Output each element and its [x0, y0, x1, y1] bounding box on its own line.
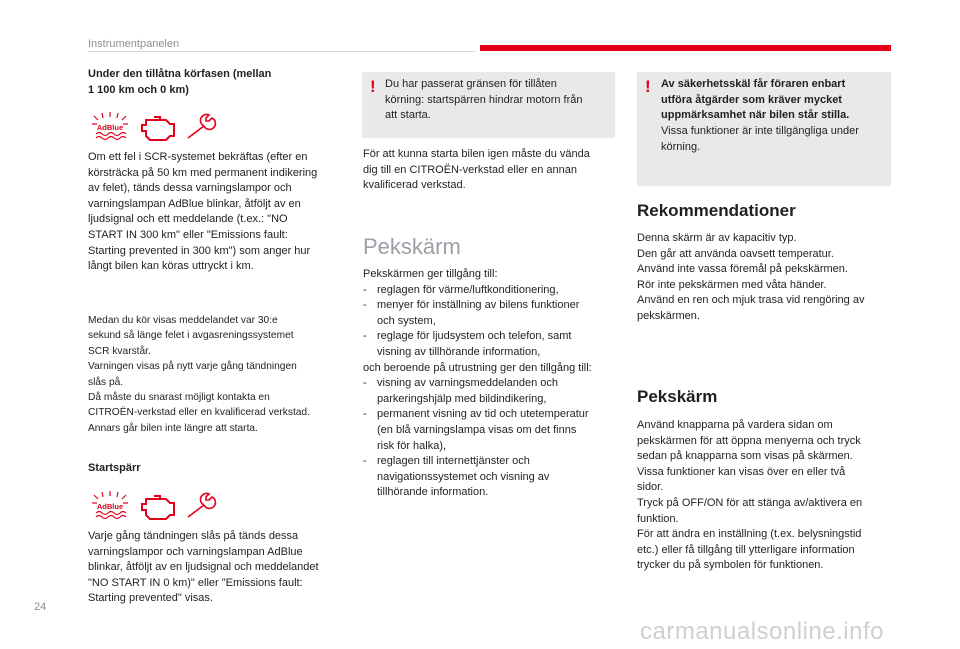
wrench-icon [188, 493, 215, 517]
header-accent-bar [480, 45, 891, 51]
warning-icons-row-1 [88, 110, 228, 142]
warning-box-col3 [637, 72, 891, 186]
exclamation-icon: ! [645, 77, 651, 96]
header-rule [88, 51, 476, 52]
col3-warning-normal: Vissa funktioner är inte tillgängliga under körning. [661, 125, 859, 153]
col1-paragraph-1: Om ett fel i SCR-systemet bekräftas (efter en körsträcka på 50 km med permanent indikering av felet), tänds dessa varningslampor och varningslampan AdBlue blinkar, åtföljt av en ljudsignal och ett meddelande (t.ex.: "NO START IN 300 km" eller "Emissions fault: Starting prevented in 300 km") som anger hur långt bilen kan köras uttryckt i km. [88, 151, 318, 273]
header-title: Instrumentpanelen [88, 38, 180, 50]
col3-paragraph-2: Använd knapparna på vardera sidan om pekskärmen för att öppna menyerna och tryck sedan på knapparna som visas på skärmen. Vissa funktioner kan visas över en eller två sidor. Tryck på OFF/ON för att stänga av/aktivera en funktion. För att ändra en inställning (t.ex. belysningstid etc.) eller få tillgång till ytterligare information trycker du på symbolen för funktionen. [637, 419, 863, 572]
page-number: 24 [34, 601, 47, 613]
section-title-pekskarm: Pekskärm [363, 234, 461, 259]
engine-icon [142, 496, 174, 519]
col1-heading-startspärr: Startspärr [88, 462, 141, 474]
svg-text:AdBlue: AdBlue [96, 123, 124, 132]
feature-list-1 [363, 283, 625, 361]
col2-warning-text: Du har passerat gränsen för tillåten körning: startspärren hindrar motorn från att starta. [385, 78, 583, 122]
list-item: - permanent visning av tid och utetemperatur (en blå varningslampa visas om det finns risk för halka), [363, 407, 625, 454]
svg-text:AdBlue: AdBlue [96, 502, 124, 511]
list-item: - visning av varningsmeddelanden och parkeringshjälp med bildindikering, [363, 376, 625, 407]
list-item: - menyer för inställning av bilens funktioner och system, [363, 298, 625, 329]
feature-list-2 [363, 376, 625, 501]
col2-paragraph-1: För att kunna starta bilen igen måste du vända dig till en CITROËN-verkstad eller en annan kvalificerad verkstad. [363, 148, 590, 192]
col3-warning-bold: Av säkerhetsskäl får föraren enbart utföra åtgärder som kräver mycket uppmärksamhet när bilen står stilla. [661, 78, 850, 122]
warning-icons-row-2 [88, 489, 228, 521]
warning-box-col2 [362, 72, 615, 138]
col1-heading: Under den tillåtna körfasen (mellan 1 100 km och 0 km) [88, 68, 272, 96]
list-item: - reglage för ljudsystem och telefon, samt visning av tillhörande information, [363, 329, 625, 360]
watermark: carmanualsonline.info [640, 618, 884, 645]
list-item: - reglagen till internettjänster och navigationssystemet och visning av tillhörande information. [363, 454, 625, 501]
col3-paragraph-1: Denna skärm är av kapacitiv typ. Den går att använda oavsett temperatur. Använd inte vassa föremål på pekskärmen. Rör inte pekskärmen med våta händer. Använd en ren och mjuk trasa vid rengöring av pekskärmen. [637, 232, 865, 322]
heading-pekskarm: Pekskärm [637, 387, 718, 406]
col1-paragraph-2: Medan du kör visas meddelandet var 30:e sekund så länge felet i avgasreningssystemet SCR kvarstår. Varningen visas på nytt varje gång tändningen slås på. Då måste du snarast möjligt kontakta en CITROËN-verkstad eller en kvalificerad verkstad. Annars går bilen inte längre att starta. [88, 315, 310, 434]
col2-intro: Pekskärmen ger tillgång till: [363, 268, 498, 280]
col2-body [363, 267, 625, 501]
wrench-icon [188, 114, 215, 138]
col2-mid-text: och beroende på utrustning ger den tillgång till: [363, 361, 592, 374]
engine-icon [142, 117, 174, 140]
heading-rekommendationer: Rekommendationer [637, 201, 796, 220]
exclamation-icon: ! [370, 77, 376, 96]
col1-paragraph-3: Varje gång tändningen slås på tänds dessa varningslampor och varningslampan AdBlue blinkar, åtföljt av en ljudsignal och meddelandet "NO START IN 0 km)" eller "Emissions fault: Starting prevented" visas. [88, 530, 319, 605]
list-item: - reglagen för värme/luftkonditionering, [363, 283, 625, 299]
